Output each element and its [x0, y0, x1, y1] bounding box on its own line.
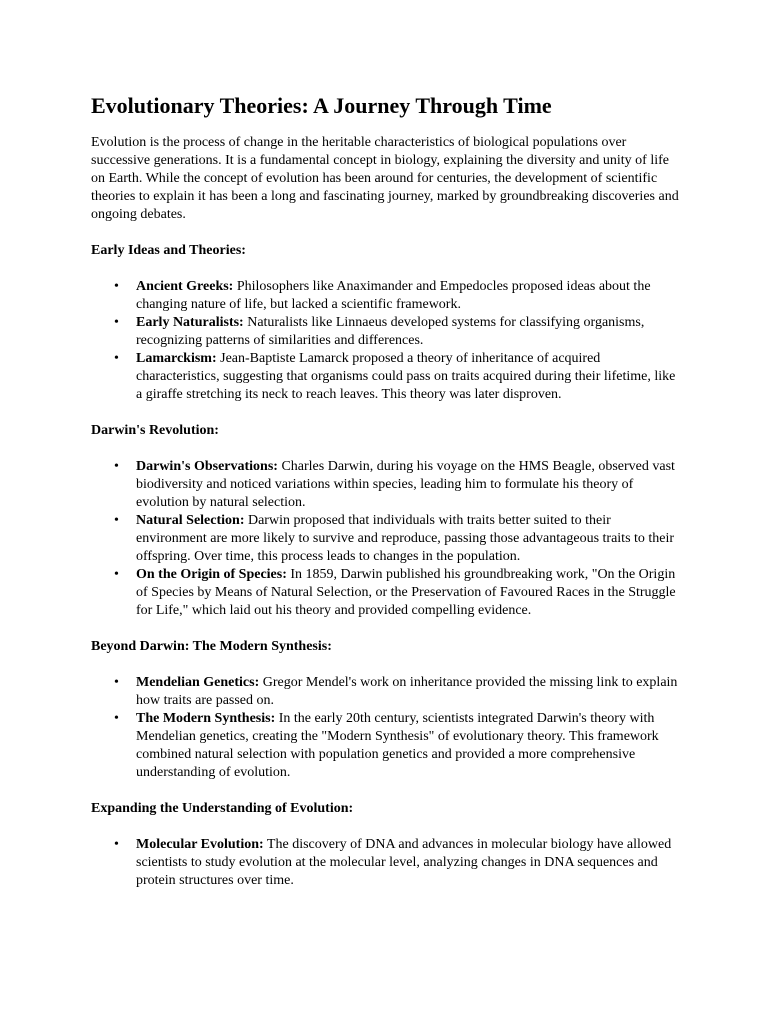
bullet-icon: • — [114, 351, 119, 366]
section-heading: Beyond Darwin: The Modern Synthesis: — [91, 639, 332, 654]
intro-paragraph: Evolution is the process of change in the heritable characteristics of biological populations over successive generations. It is a fundamental concept in biology, explaining the diversity and unity of life on Earth. While the concept of evolution has been around for centuries, the development of scientific theories to explain it has been a long and fascinating journey, marked by groundbreaking discoveries and ongoing debates. — [91, 135, 679, 222]
item-text: Charles Darwin, during his voyage on the HMS Beagle, observed vast biodiversity and noticed variations within species, leading him to formulate his theory of evolution by natural selection. — [136, 459, 675, 510]
bullet-list — [91, 458, 680, 620]
item-term: On the Origin of Species: — [136, 567, 287, 582]
section-heading: Expanding the Understanding of Evolution: — [91, 801, 354, 816]
bullet-list — [91, 674, 680, 782]
list-item — [114, 278, 680, 314]
item-term: Early Naturalists: — [136, 315, 244, 330]
item-text: Naturalists like Linnaeus developed systems for classifying organisms, recognizing patterns of similarities and differences. — [136, 315, 645, 348]
list-item — [114, 350, 680, 404]
section-heading: Darwin's Revolution: — [91, 423, 219, 438]
item-term: Darwin's Observations: — [136, 459, 278, 474]
bullet-list — [91, 278, 680, 404]
section-early-ideas — [91, 242, 680, 404]
page-title: Evolutionary Theories: A Journey Through Time — [91, 93, 552, 118]
item-text: The discovery of DNA and advances in molecular biology have allowed scientists to study evolution at the molecular level, analyzing changes in DNA sequences and protein structures over time. — [136, 837, 672, 888]
item-text: Gregor Mendel's work on inheritance provided the missing link to explain how traits are passed on. — [136, 675, 678, 708]
item-text: In the early 20th century, scientists integrated Darwin's theory with Mendelian genetics, creating the "Modern Synthesis" of evolutionary theory. This framework combined natural selection with population genetics and provided a more comprehensive understanding of evolution. — [136, 711, 659, 780]
item-term: The Modern Synthesis: — [136, 711, 276, 726]
list-item — [114, 674, 680, 710]
list-item — [114, 566, 680, 620]
bullet-icon: • — [114, 459, 119, 474]
item-term: Molecular Evolution: — [136, 837, 264, 852]
bullet-icon: • — [114, 513, 119, 528]
section-expanding-understanding — [91, 800, 680, 890]
item-term: Mendelian Genetics: — [136, 675, 260, 690]
list-item — [114, 314, 680, 350]
item-term: Natural Selection: — [136, 513, 245, 528]
bullet-icon: • — [114, 315, 119, 330]
bullet-icon: • — [114, 837, 119, 852]
item-text: In 1859, Darwin published his groundbreaking work, "On the Origin of Species by Means of Natural Selection, or the Preservation of Favoured Races in the Struggle for Life," which laid out his theory and provided compelling evidence. — [136, 567, 676, 618]
bullet-icon: • — [114, 675, 119, 690]
list-item — [114, 836, 680, 890]
bullet-icon: • — [114, 567, 119, 582]
section-darwins-revolution — [91, 422, 680, 620]
list-item — [114, 710, 680, 782]
list-item — [114, 458, 680, 512]
bullet-icon: • — [114, 711, 119, 726]
item-text: Jean-Baptiste Lamarck proposed a theory of inheritance of acquired characteristics, suggesting that organisms could pass on traits acquired during their lifetime, like a giraffe stretching its neck to reach leaves. This theory was later disproven. — [136, 351, 676, 402]
item-term: Ancient Greeks: — [136, 279, 234, 294]
section-heading: Early Ideas and Theories: — [91, 243, 246, 258]
bullet-list — [91, 836, 680, 890]
item-text: Philosophers like Anaximander and Empedocles proposed ideas about the changing nature of life, but lacked a scientific framework. — [136, 279, 651, 312]
section-modern-synthesis — [91, 638, 680, 782]
item-term: Lamarckism: — [136, 351, 217, 366]
item-text: Darwin proposed that individuals with traits better suited to their environment are more likely to survive and reproduce, passing those advantageous traits to their offspring. Over time, this process leads to changes in the population. — [136, 513, 675, 564]
list-item — [114, 512, 680, 566]
bullet-icon: • — [114, 279, 119, 294]
